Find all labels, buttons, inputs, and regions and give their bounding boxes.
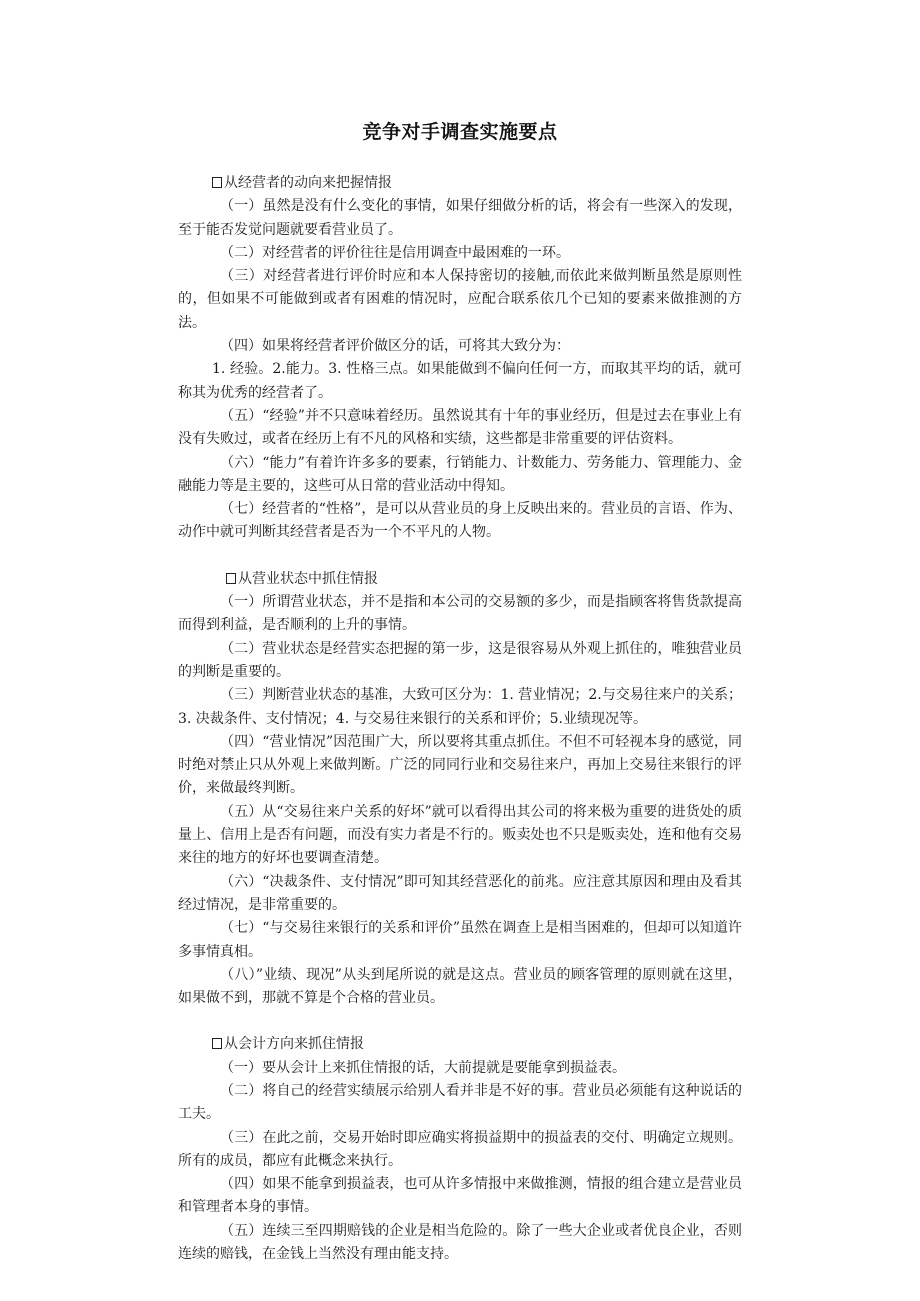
section-spacer [178, 1010, 742, 1033]
checkbox-icon [212, 177, 222, 188]
section-spacer [178, 545, 742, 568]
checkbox-icon [226, 573, 236, 584]
paragraph: （一）要从会计上来抓住情报的话，大前提就是要能拿到损益表。 [220, 1059, 626, 1076]
paragraph: 1. 经验。2.能力。3. 性格三点。如果能做到不偏向任何一方，而取其平均的话，就可称其为优秀的经营者了。 [178, 361, 742, 401]
paragraph: （五）连续三至四期赔钱的企业是相当危险的。除了一些大企业或者优良企业，否则连续的赔钱，在金钱上当然没有理由能支持。 [178, 1222, 742, 1263]
document-title: 竞争对手调查实施要点 [362, 121, 558, 143]
paragraph: （五）“经验”并不只意味着经历。虽然说其有十年的事业经历，但是过去在事业上有没有失败过，或者在经历上有不凡的风格和实绩，这些都是非常重要的评估资料。 [178, 407, 742, 448]
paragraph: （三）在此之前，交易开始时即应确实将损益期中的损益表的交付、明确定立规则。所有的成员，都应有此概念来执行。 [178, 1129, 742, 1169]
paragraph: （二）对经营者的评价往往是信用调查中最困难的一环。 [220, 244, 570, 261]
paragraph: （八）”业绩、现况”从头到尾所说的就是这点。营业员的顾客管理的原则就在这里，如果做不到，那就不算是个合格的营业员。 [178, 966, 742, 1007]
section-heading-business-status: 从营业状态中抓住情报 [178, 568, 742, 591]
paragraph: （六）“能力”有着许许多多的要素，行销能力、计数能力、劳务能力、管理能力、金融能力等是主要的，这些可从日常的营业活动中得知。 [178, 454, 742, 494]
document-body [178, 172, 742, 1266]
paragraph: （四）“营业情况”因范围广大，所以要将其重点抓住。不但不可轻视本身的感觉，同时绝对禁止只从外观上来做判断。广泛的同同行业和交易往来户，再加上交易往来银行的评价，来做最终判断。 [178, 733, 742, 797]
paragraph: （二）营业状态是经营实态把握的第一步，这是很容易从外观上抓住的，唯独营业员的判断是重要的。 [178, 640, 742, 680]
paragraph: （三）判断营业状态的基准，大致可区分为：1. 营业情况；2.与交易往来户的关系；3. 决裁条件、支付情况；4. 与交易往来银行的关系和评价；5.业绩现况等。 [178, 687, 742, 727]
paragraph: （一）所谓营业状态，并不是指和本公司的交易额的多少，而是指顾客将售货款提高而得到利益，是否顺利的上升的事情。 [178, 594, 742, 634]
section-heading-accounting: 从会计方向来抓住情报 [178, 1033, 742, 1056]
checkbox-icon [212, 1038, 222, 1049]
paragraph: （七）“与交易往来银行的关系和评价”虽然在调查上是相当困难的，但却可以知道许多事情真相。 [178, 920, 742, 960]
paragraph: （二）将自己的经营实绩展示给别人看并非是不好的事。营业员必须能有这种说话的工夫。 [178, 1082, 742, 1123]
paragraph: （一）虽然是没有什么变化的事情，如果仔细做分析的话，将会有一些深入的发现，至于能否发觉问题就要看营业员了。 [178, 198, 742, 238]
paragraph: （三）对经营者进行评价时应和本人保持密切的接触,而依此来做判断虽然是原则性的，但如果不可能做到或者有困难的情况时，应配合联系依几个已知的要素来做推测的方法。 [178, 268, 742, 331]
paragraph: （五）从“交易往来户关系的好坏”就可以看得出其公司的将来极为重要的进货处的质量上、信用上是否有问题，而没有实力者是不行的。贩卖处也不只是贩卖处，连和他有交易来往的地方的好坏也要调查清楚。 [178, 803, 742, 867]
paragraph: （六）“决裁条件、支付情况”即可知其经营恶化的前兆。应注意其原因和理由及看其经过情况，是非常重要的。 [178, 873, 742, 913]
section-heading-management: 从经营者的动向来把握情报 [178, 172, 742, 195]
paragraph: （七）经营者的“性格”，是可以从营业员的身上反映出来的。营业员的言语、作为、动作中就可判断其经营者是否为一个不平凡的人物。 [178, 501, 742, 541]
paragraph: （四）如果不能拿到损益表，也可从许多情报中来做推测，情报的组合建立是营业员和管理者本身的事情。 [178, 1176, 742, 1216]
paragraph: （四）如果将经营者评价做区分的话，可将其大致分为： [220, 338, 570, 355]
